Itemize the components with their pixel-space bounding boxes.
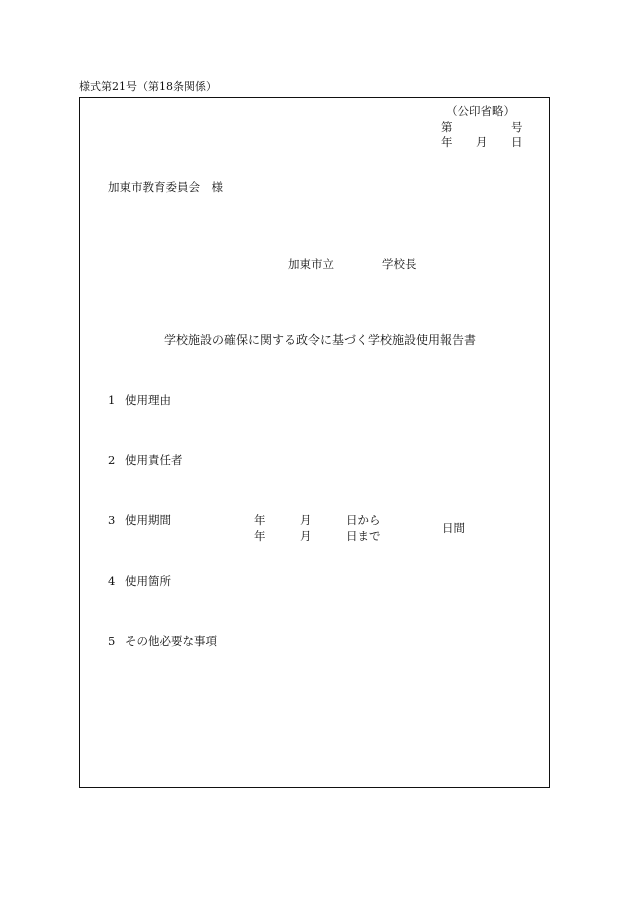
item-label: 使用責任者	[125, 453, 183, 467]
item-number: 3	[108, 513, 116, 527]
item-number: 2	[108, 453, 116, 467]
form-frame	[79, 97, 550, 788]
period-from-year: 年	[254, 513, 266, 527]
item-number: 4	[108, 574, 116, 588]
sender-city: 加東市立	[288, 257, 334, 271]
item-2	[108, 455, 183, 467]
period-from-day: 日から	[346, 513, 381, 527]
period-to-month: 月	[300, 529, 312, 543]
report-title: 学校施設の確保に関する政令に基づく学校施設使用報告書	[164, 333, 477, 347]
item-label: 使用箇所	[125, 574, 171, 588]
item-label: その他必要な事項	[125, 634, 217, 648]
item-4	[108, 576, 171, 588]
doc-number-prefix: 第	[441, 120, 453, 134]
sender-title: 学校長	[382, 257, 417, 271]
date-day: 日	[511, 135, 523, 149]
seal-omitted-note: （公印省略）	[446, 104, 515, 118]
addressee: 加東市教育委員会 様	[108, 180, 223, 194]
period-to-year: 年	[254, 529, 266, 543]
doc-number-suffix: 号	[511, 120, 523, 134]
item-5	[108, 636, 217, 648]
item-label: 使用理由	[125, 393, 171, 407]
item-3	[108, 515, 171, 527]
date-month: 月	[476, 135, 488, 149]
item-number: 5	[108, 634, 116, 648]
item-1	[108, 395, 171, 407]
period-days: 日間	[442, 521, 465, 535]
date-year: 年	[441, 135, 453, 149]
period-to-day: 日まで	[346, 529, 381, 543]
item-number: 1	[108, 393, 116, 407]
period-from-month: 月	[300, 513, 312, 527]
item-label: 使用期間	[125, 513, 171, 527]
form-number: 様式第21号（第18条関係）	[79, 80, 217, 93]
